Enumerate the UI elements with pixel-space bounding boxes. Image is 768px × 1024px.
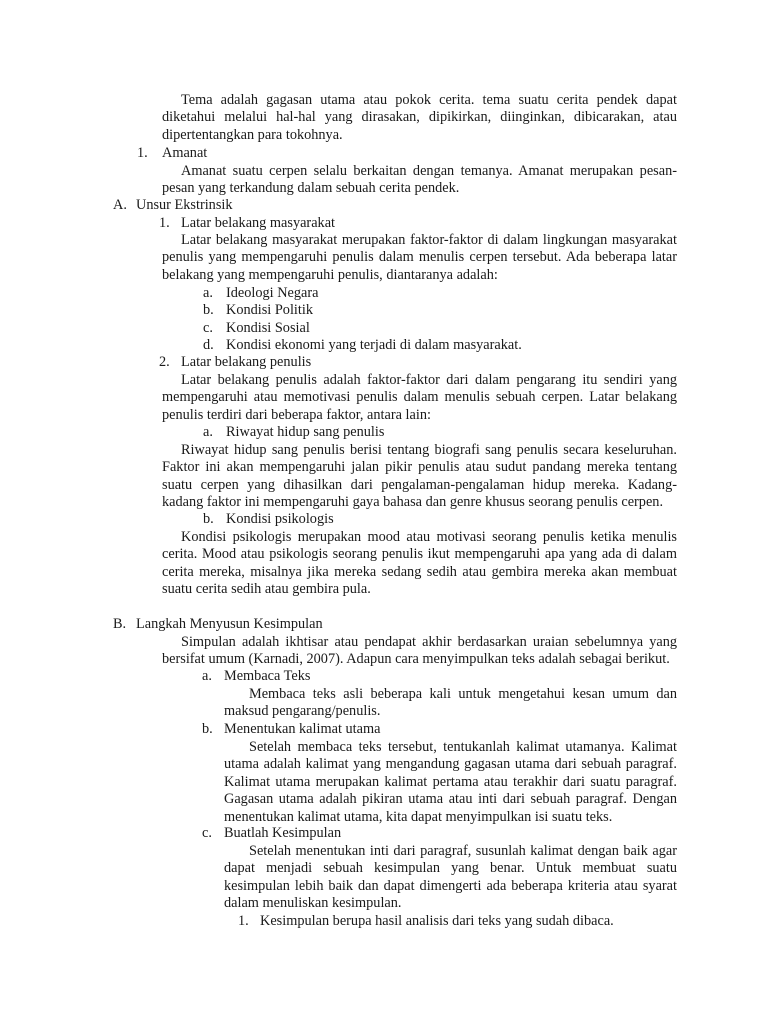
- list-item-ideologi: Ideologi Negara: [226, 285, 319, 301]
- buatlah-paragraph: Setelah menentukan inti dari paragraf, susunlah kalimat dengan baik agar dapat menjadi sebuah kesimpulan yang benar. Untuk membuat suatu kesimpulan lebih baik dan dapat dimengerti ada beberapa kriteria atau syarat dalam menuliskan kesimpulan.: [224, 843, 677, 912]
- amanat-heading: Amanat: [162, 145, 208, 161]
- tema-paragraph: Tema adalah gagasan utama atau pokok cerita. tema suatu cerita pendek dapat diketahui melalui hal-hal yang dirasakan, dipikirkan, diinginkan, dibicarakan, atau dipertentangkan para tokohnya.: [162, 92, 677, 143]
- psikologis-number: b.: [203, 511, 214, 527]
- kalimat-heading: Menentukan kalimat utama: [224, 721, 381, 737]
- amanat-number: 1.: [137, 145, 148, 161]
- buatlah-number: c.: [202, 825, 212, 841]
- psikologis-heading: Kondisi psikologis: [226, 511, 334, 527]
- masyarakat-heading: Latar belakang masyarakat: [181, 215, 336, 231]
- kalimat-paragraph: Setelah membaca teks tersebut, tentukanlah kalimat utamanya. Kalimat utama adalah kalimat yang mengandung gagasan utama dari sebuah paragraf. Kalimat utama merupakan kalimat pertama atau terakhir dari suatu paragraf. Gagasan utama adalah pikiran utama atau inti dari sebuah paragraf. Dengan menentukan kalimat utama, kita dapat menyimpulkan isi suatu teks.: [224, 739, 677, 825]
- membaca-number: a.: [202, 668, 212, 684]
- list-item-number: d.: [203, 337, 214, 353]
- riwayat-heading: Riwayat hidup sang penulis: [226, 424, 385, 440]
- amanat-paragraph: Amanat suatu cerpen selalu berkaitan dengan temanya. Amanat merupakan pesan-pesan yang terkandung dalam sebuah cerita pendek.: [162, 163, 677, 197]
- criteria-item: Kesimpulan berupa hasil analisis dari teks yang sudah dibaca.: [260, 913, 614, 929]
- masyarakat-number: 1.: [159, 215, 170, 231]
- buatlah-heading: Buatlah Kesimpulan: [224, 825, 342, 841]
- riwayat-paragraph: Riwayat hidup sang penulis berisi tentang biografi sang penulis secara keseluruhan. Faktor ini akan mempengaruhi jalan pikir penulis atau sudut pandang mereka tentang suatu cerpen yang dihasilkan dari pengalaman-pengalaman hidup mereka. Kadang-kadang faktor ini mempengaruhi gaya bahasa dan genre khusus seorang penulis cerpen.: [162, 442, 677, 511]
- list-item-number: c.: [203, 320, 213, 336]
- kalimat-number: b.: [202, 721, 213, 737]
- list-item-number: b.: [203, 302, 214, 318]
- simpulan-paragraph: Simpulan adalah ikhtisar atau pendapat akhir berdasarkan uraian sebelumnya yang bersifat umum (Karnadi, 2007). Adapun cara menyimpulkan teks adalah sebagai berikut.: [162, 634, 677, 668]
- section-a-heading: Unsur Ekstrinsik: [136, 197, 233, 213]
- section-b-heading: Langkah Menyusun Kesimpulan: [136, 616, 323, 632]
- riwayat-number: a.: [203, 424, 213, 440]
- section-a-number: A.: [113, 197, 127, 213]
- masyarakat-paragraph: Latar belakang masyarakat merupakan faktor-faktor di dalam lingkungan masyarakat penulis yang mempengaruhi penulis dalam menulis cerpen tersebut. Ada beberapa latar belakang yang mempengaruhi penulis, diantaranya adalah:: [162, 232, 677, 283]
- membaca-paragraph: Membaca teks asli beberapa kali untuk mengetahui kesan umum dan maksud pengarang/penulis.: [224, 686, 677, 720]
- penulis-paragraph: Latar belakang penulis adalah faktor-faktor dari dalam pengarang itu sendiri yang mempengaruhi atau memotivasi penulis dalam menulis sebuah cerpen. Latar belakang penulis terdiri dari beberapa faktor, antara lain:: [162, 372, 677, 423]
- list-item-sosial: Kondisi Sosial: [226, 320, 310, 336]
- membaca-heading: Membaca Teks: [224, 668, 311, 684]
- list-item-ekonomi: Kondisi ekonomi yang terjadi di dalam masyarakat.: [226, 337, 522, 353]
- section-b-number: B.: [113, 616, 127, 632]
- psikologis-paragraph: Kondisi psikologis merupakan mood atau motivasi seorang penulis ketika menulis cerita. Mood atau psikologis seorang penulis ikut mempengaruhi apa yang ada di dalam cerita mereka, misalnya jika mereka sedang sedih atau gembira mereka akan membuat suatu cerita sedih atau gembira pula.: [162, 529, 677, 598]
- penulis-heading: Latar belakang penulis: [181, 354, 312, 370]
- penulis-number: 2.: [159, 354, 170, 370]
- list-item-number: a.: [203, 285, 213, 301]
- list-item-politik: Kondisi Politik: [226, 302, 313, 318]
- criteria-number: 1.: [238, 913, 249, 929]
